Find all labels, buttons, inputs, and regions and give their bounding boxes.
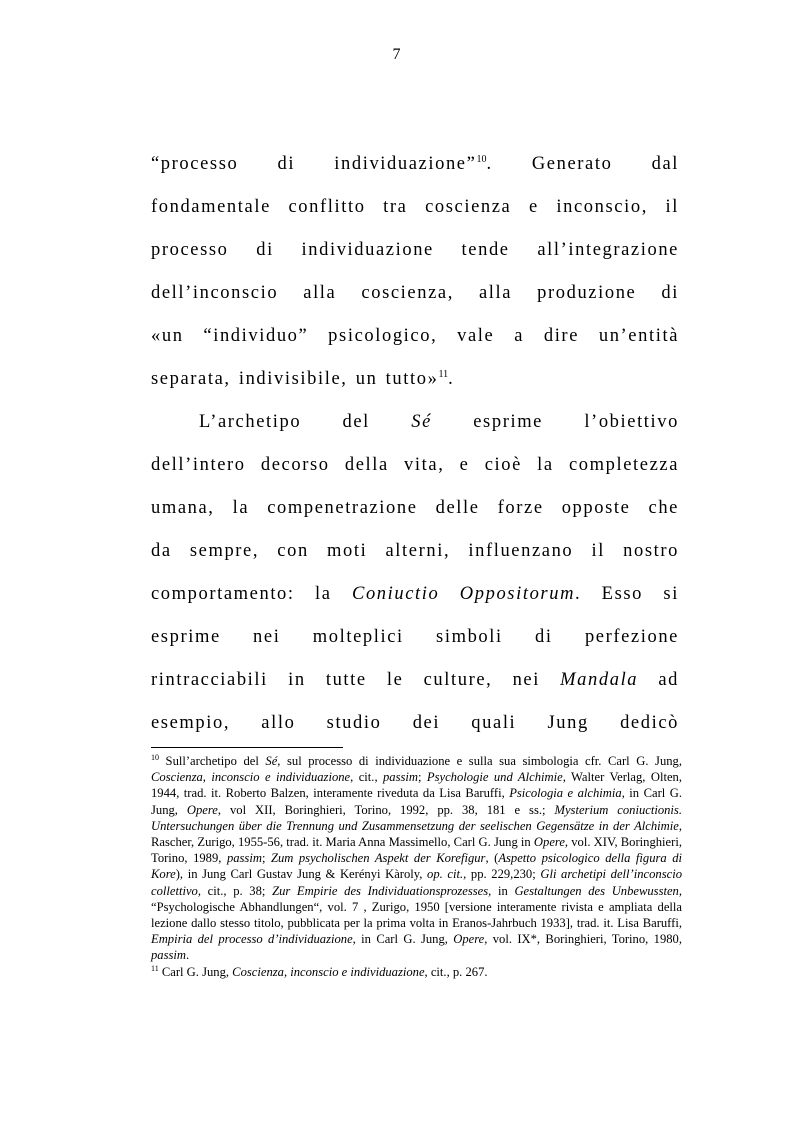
footnote-10: $^{10}$ Sull’archetipo del Sé, sul processo di individuazione e sulla sua simbologia cfr. Carl G. Jung, Coscienza, inconscio e individuazione, cit., passim; Psychologie und Alchimie, Walter Verlag, Olten, 1944, trad. it. Roberto Balzen, interamente riveduta da Lisa Baruffi, Psicologia e alchimia, in Carl G. Jung, Opere, vol XII, Boringhieri, Torino, 1992, pp. 38, 181 e ss.; Mysterium coniuctionis. Untersuchungen über die Trennung und Zusammensetzung der seelischen Gegensätze in der Alchimie, Rascher, Zurigo, 1955-56, trad. it. Maria Anna Massimello, Carl G. Jung in Opere, vol. XIV, Boringhieri, Torino, 1989, passim; Zum psycholischen Aspekt der Korefigur, (Aspetto psicologico della figura di Kore), in Jung Carl Gustav Jung & Kerényi Kàroly, op. cit., pp. 229,230; Gli archetipi dell’inconscio collettivo, cit., p. 38; Zur Empirie des Individuationsprozesses, in Gestaltungen des Unbewussten, “Psychologische Abhandlungen“, vol. 7 , Zurigo, 1950 [versione interamente rivista e ampliata della lezione dallo stesso titolo, pubblicata per la prima volta in Eranos-Jahrbuch 1933], trad. it. Lisa Baruffi, Empiria del processo d’individuazione, in Carl G. Jung, Opere, vol. IX*, Boringhieri, Torino, 1980, passim. [151,752,683,963]
text-line: «un “individuo” psicologico, vale a dire un’entità [151,326,679,346]
text-line: dell’inconscio alla coscienza, alla produzione di [151,283,679,303]
footnote-marker: 11 [151,963,159,973]
text-line: fondamentale conflitto tra coscienza e inconscio, il [151,197,679,217]
paragraph-1 [151,143,679,401]
text-line: processo di individuazione tende all’integrazione [151,240,679,260]
footnote-separator [151,747,343,748]
footnotes [151,753,682,980]
main-text [151,143,679,745]
footnote-ref-10[interactable]: 10 [476,153,487,165]
text-line: esprime nei molteplici simboli di perfezione [151,627,679,647]
footnote-11: $^{11}$ Carl G. Jung, Coscienza, inconscio e individuazione, cit., p. 267. [151,963,488,979]
footnote-ref-11[interactable]: 11 [438,368,449,380]
text-line: “processo di individuazione”$^{10}$. Generato dal [151,153,679,174]
text-line: rintracciabili in tutte le culture, nei Mandala ad [151,670,680,690]
page-number: 7 [392,46,401,63]
text-line: dell’intero decorso della vita, e cioè la completezza [151,455,679,475]
text-line: separata, indivisibile, un tutto»$^{11}$. [151,368,455,389]
text-line: comportamento: la Coniuctio Oppositorum. Esso si [151,584,679,604]
paragraph-2 [151,401,679,745]
text-line: da sempre, con moti alterni, influenzano il nostro [151,541,679,561]
text-line: L’archetipo del Sé esprime l’obiettivo [199,412,679,432]
footnote-marker: 10 [151,752,159,762]
text-line: umana, la compenetrazione delle forze opposte che [151,498,679,518]
text-line: esempio, allo studio dei quali Jung dedicò [151,713,679,733]
